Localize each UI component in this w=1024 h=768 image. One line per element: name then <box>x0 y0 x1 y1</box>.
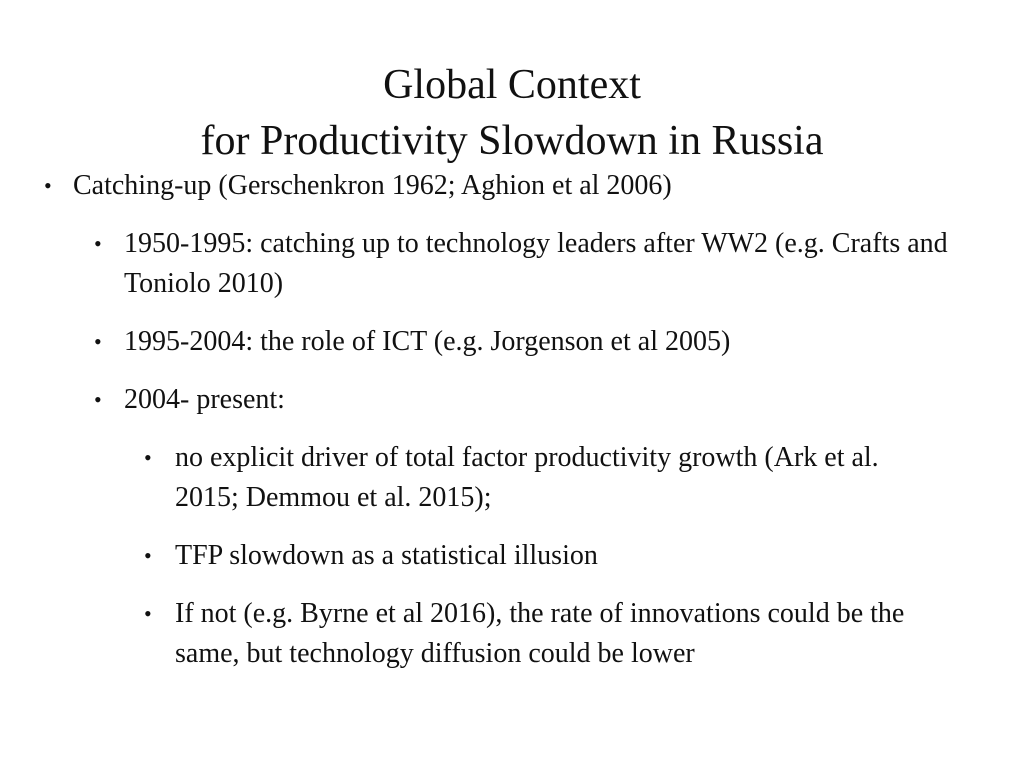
bullet-item <box>40 594 1000 674</box>
bullet-text: If not (e.g. Byrne et al 2016), the rate of innovations could be the same, but technology diffusion could be lower <box>175 598 905 669</box>
bullet-text: 1995-2004: the role of ICT (e.g. Jorgenson et al 2005) <box>124 326 731 357</box>
slide-title-line-2: for Productivity Slowdown in Russia <box>200 117 824 164</box>
bullet-item <box>40 438 1000 518</box>
bullet-text: 2004- present: <box>124 384 285 415</box>
bullet-dot-icon: • <box>94 329 102 354</box>
bullet-text: Catching-up (Gerschenkron 1962; Aghion et al 2006) <box>73 170 672 201</box>
bullet-dot-icon: • <box>144 601 152 626</box>
bullet-item <box>40 380 1000 420</box>
bullet-item <box>40 322 1000 362</box>
bullet-text: TFP slowdown as a statistical illusion <box>175 540 598 571</box>
bullet-dot-icon: • <box>44 173 52 198</box>
bullet-dot-icon: • <box>94 387 102 412</box>
bullet-item <box>40 536 1000 576</box>
bullet-text: 1950-1995: catching up to technology leaders after WW2 (e.g. Crafts and Toniolo 2010) <box>124 228 948 299</box>
bullet-item <box>40 224 1000 304</box>
bullet-dot-icon: • <box>94 231 102 256</box>
bullet-text: no explicit driver of total factor productivity growth (Ark et al. 2015; Demmou et al. 2015); <box>175 442 879 513</box>
bullet-dot-icon: • <box>144 543 152 568</box>
bullet-list <box>40 166 1000 692</box>
bullet-dot-icon: • <box>144 445 152 470</box>
slide-title <box>0 58 1024 169</box>
bullet-item <box>40 166 1000 206</box>
slide-title-line-1: Global Context <box>383 62 641 109</box>
